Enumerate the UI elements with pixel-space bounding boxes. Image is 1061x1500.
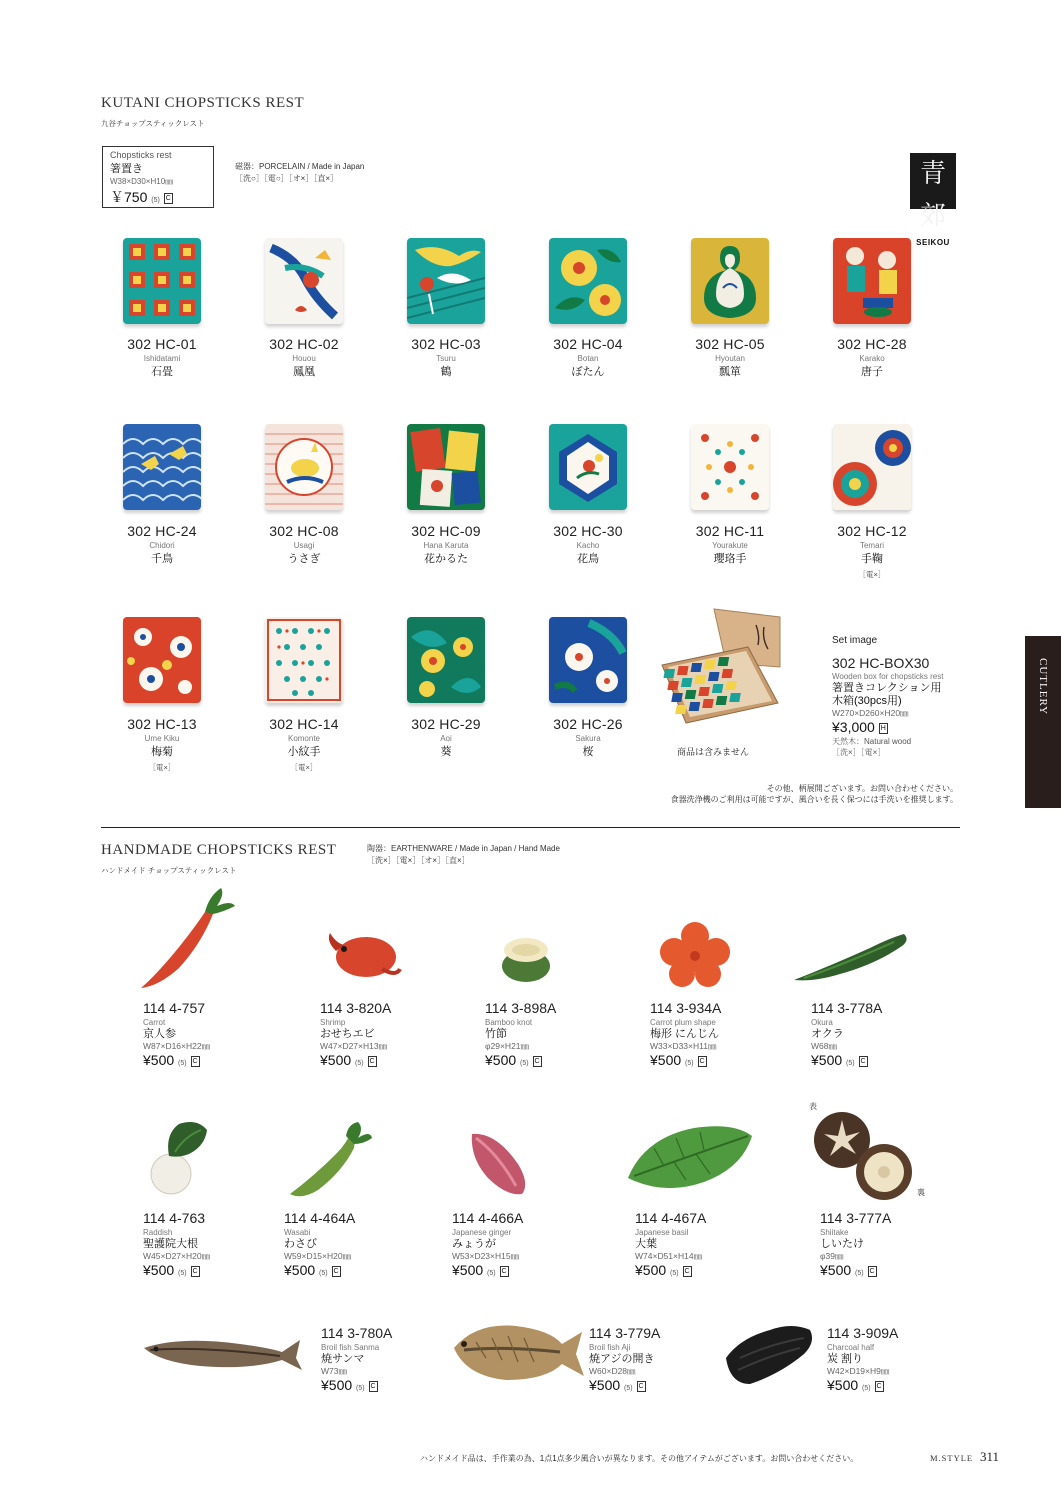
box-set-name-en: Wooden box for chopsticks rest	[832, 672, 944, 681]
product-dims: W74×D51×H14㎜	[635, 1251, 703, 1261]
seikou-logo	[910, 153, 956, 247]
product-card-hc29	[386, 716, 506, 759]
product-name-en: Bamboo knot	[485, 1018, 533, 1027]
product-card-wasabi	[284, 1209, 434, 1282]
kutani-notes	[618, 783, 958, 805]
product-image-hc12	[833, 424, 913, 516]
product-card-hc08	[244, 523, 364, 566]
product-name-en: Wasabi	[284, 1228, 311, 1237]
wasabi-image	[284, 1120, 374, 1200]
product-name-en: Hyoutan	[715, 354, 745, 363]
product-code: 114 4-763	[143, 1210, 206, 1226]
product-price: ¥500	[143, 1052, 175, 1068]
product-name-jp: 大葉	[635, 1238, 657, 1250]
product-name-jp: 焼サンマ	[321, 1353, 365, 1365]
product-card-basil	[635, 1209, 785, 1282]
product-code: 302 HC-14	[269, 716, 339, 732]
product-card-aji	[589, 1324, 739, 1397]
product-name-en: Yourakute	[712, 541, 748, 550]
product-dims: W60×D28㎜	[589, 1366, 636, 1376]
product-name-en: Japanese ginger	[452, 1228, 512, 1237]
product-name-en: Houou	[292, 354, 316, 363]
product-price-line	[811, 1052, 961, 1072]
product-price-line	[485, 1052, 635, 1072]
product-name-jp: 桜	[582, 746, 594, 758]
product-name-jp: 手鞠	[861, 553, 883, 565]
shiitake-front-label: 表	[809, 1102, 817, 1111]
product-image-hc30	[549, 424, 629, 516]
product-card-hc12	[812, 523, 932, 580]
box-set-dims: W270×D260×H20㎜	[832, 708, 909, 718]
box-set-caption: Set image	[832, 635, 878, 646]
price-code: H	[880, 725, 886, 732]
product-name-jp: 聖護院大根	[143, 1238, 198, 1250]
product-price-line	[589, 1377, 739, 1397]
product-image-hc13	[123, 617, 203, 709]
product-card-charcoal	[827, 1324, 977, 1397]
price-code: C	[165, 195, 171, 202]
product-name-jp: 鶴	[440, 366, 452, 378]
product-card-hc26	[528, 716, 648, 759]
pack-count: (5)	[151, 197, 160, 204]
product-code: 302 HC-30	[553, 523, 623, 539]
product-dims: W59×D15×H20㎜	[284, 1251, 352, 1261]
product-name-jp: 唐子	[861, 366, 883, 378]
product-code: 302 HC-04	[553, 336, 623, 352]
product-name-jp: 梅菊	[151, 746, 173, 758]
box-set-care: ［洗×］［電×］	[832, 748, 886, 757]
shiitake-back-label: 裏	[917, 1188, 925, 1197]
product-code: 114 3-820A	[320, 1000, 392, 1016]
pack-count: (5)	[624, 1385, 633, 1392]
pack-count: (5)	[319, 1270, 328, 1277]
product-price: ¥500	[143, 1262, 175, 1278]
product-code: 114 4-464A	[284, 1210, 356, 1226]
box-set-details	[832, 635, 992, 758]
product-code: 114 4-467A	[635, 1210, 707, 1226]
product-name-jp: わさび	[284, 1238, 317, 1250]
product-care-note: ［電×］	[290, 763, 318, 772]
product-card-myoga	[452, 1209, 602, 1282]
product-card-carrot	[143, 999, 293, 1072]
product-image-hc04	[549, 238, 629, 330]
radish-image	[145, 1116, 215, 1196]
box-set-price: ¥3,000	[832, 719, 875, 735]
kutani-section-subtitle: 九谷チョップスティックレスト	[101, 119, 205, 128]
product-dims: W68㎜	[811, 1041, 837, 1051]
product-code: 302 HC-28	[837, 336, 907, 352]
price-code: C	[369, 1058, 375, 1065]
product-name-en: Kacho	[576, 541, 600, 550]
kutani-price-box	[102, 146, 214, 208]
product-price: ¥500	[284, 1262, 316, 1278]
kutani-note-dishwasher: 食器洗浄機のご利用は可能ですが、風合いを長く保つには手洗いを推奨します。	[670, 795, 958, 804]
product-image-hc08	[265, 424, 345, 516]
product-card-hc28	[812, 336, 932, 379]
product-price-line	[650, 1052, 800, 1072]
handmade-section-title: HANDMADE CHOPSTICKS REST	[101, 842, 337, 858]
product-card-okura	[811, 999, 961, 1072]
pack-count: (5)	[356, 1385, 365, 1392]
box-set-name-jp1: 箸置きコレクション用	[832, 682, 942, 694]
product-code: 114 3-778A	[811, 1000, 883, 1016]
product-name-en: Usagi	[293, 541, 315, 550]
product-card-hc14	[244, 716, 364, 773]
kutani-note-patterns: その他、柄展開ございます。お問い合わせください。	[766, 784, 958, 793]
product-code: 114 4-466A	[452, 1210, 524, 1226]
pack-count: (5)	[355, 1060, 364, 1067]
product-image-hc11	[691, 424, 771, 516]
product-code: 302 HC-12	[837, 523, 907, 539]
product-name-en: Shrimp	[320, 1018, 346, 1027]
product-card-hc30	[528, 523, 648, 566]
product-code: 302 HC-02	[269, 336, 339, 352]
product-name-jp: 瓔珞手	[713, 553, 747, 565]
product-code: 302 HC-01	[127, 336, 197, 352]
product-price: ¥500	[589, 1377, 621, 1393]
handmade-material: 陶器：EARTHENWARE / Made in Japan / Hand Made	[367, 844, 560, 853]
product-name-en: Okura	[811, 1018, 833, 1027]
pack-count: (5)	[178, 1060, 187, 1067]
product-code: 302 HC-24	[127, 523, 197, 539]
product-name-en: Ishidatami	[143, 354, 181, 363]
product-card-hc09	[386, 523, 506, 566]
product-price: ¥500	[827, 1377, 859, 1393]
product-name-en: Raddish	[143, 1228, 173, 1237]
product-code: 302 HC-13	[127, 716, 197, 732]
product-code: 114 3-779A	[589, 1325, 661, 1341]
price-code: C	[869, 1268, 875, 1275]
product-price: ¥500	[321, 1377, 353, 1393]
kutani-care: ［洗○］［電○］［オ×］［直×］	[235, 174, 339, 183]
product-image-hc05	[691, 238, 771, 330]
product-price-line	[635, 1262, 785, 1282]
product-name-jp: 梅形 にんじん	[650, 1028, 720, 1040]
product-name-en: Ume Kiku	[144, 734, 180, 743]
cutlery-side-tab	[1025, 636, 1061, 808]
price-value: ￥750	[110, 189, 148, 205]
box-not-included-note: 商品は含みません	[677, 747, 750, 757]
product-image-hc29	[407, 617, 487, 709]
product-price-line	[820, 1262, 970, 1282]
product-card-hc04	[528, 336, 648, 379]
product-name-en: Chidori	[149, 541, 175, 550]
handmade-care: ［洗×］［電×］［オ×］［直×］	[367, 856, 470, 865]
product-code: 302 HC-08	[269, 523, 339, 539]
product-price-line	[321, 1377, 471, 1397]
product-price-line	[827, 1377, 977, 1397]
product-card-hc13	[102, 716, 222, 773]
pack-count: (5)	[862, 1385, 871, 1392]
product-card-shrimp	[320, 999, 470, 1072]
handmade-spec	[367, 843, 560, 867]
product-dims: W45×D27×H20㎜	[143, 1251, 211, 1261]
product-care-note: ［電×］	[148, 763, 176, 772]
product-image-hc28	[833, 238, 913, 330]
pack-count: (5)	[670, 1270, 679, 1277]
product-dims: φ29×H21㎜	[485, 1041, 530, 1051]
product-name-en: Shiitake	[820, 1228, 849, 1237]
product-name-jp: うさぎ	[287, 553, 321, 565]
side-tab-label: CUTLERY	[1037, 658, 1049, 716]
kutani-material: 磁器：PORCELAIN / Made in Japan	[235, 162, 365, 171]
product-name-jp: 花かるた	[424, 553, 468, 565]
product-code: 302 HC-26	[553, 716, 623, 732]
section-divider	[101, 827, 960, 828]
product-card-hc05	[670, 336, 790, 379]
product-dims: W42×D19×H9㎜	[827, 1366, 890, 1376]
product-name-en: Komonte	[287, 734, 321, 743]
product-price-line	[143, 1262, 293, 1282]
product-code: 114 3-777A	[820, 1210, 892, 1226]
price-code: C	[860, 1058, 866, 1065]
product-name-en: Broil fish Sanma	[321, 1343, 380, 1352]
product-name-jp: 竹節	[485, 1028, 507, 1040]
product-price: ¥500	[485, 1052, 517, 1068]
product-card-hc03	[386, 336, 506, 379]
price-code: C	[192, 1058, 198, 1065]
shiitake-image	[806, 1110, 916, 1202]
product-name-jp: 小紋手	[287, 746, 321, 758]
product-care-note: ［電×］	[858, 570, 886, 579]
product-name-jp: 花鳥	[577, 553, 599, 565]
product-image-hc01	[123, 238, 203, 330]
pack-count: (5)	[487, 1270, 496, 1277]
product-name-jp: 瓢箪	[719, 366, 741, 378]
product-dims: W73㎜	[321, 1366, 347, 1376]
price-code: C	[501, 1268, 507, 1275]
product-name-jp: ぼたん	[571, 366, 605, 378]
product-image-hc26	[549, 617, 629, 709]
product-card-shiitake	[820, 1209, 970, 1282]
product-price-line	[143, 1052, 293, 1072]
product-name-en: Sakura	[575, 734, 601, 743]
product-dims: W33×D33×H11㎜	[650, 1041, 717, 1051]
price-code: C	[638, 1383, 644, 1390]
product-dims: φ39㎜	[820, 1251, 844, 1261]
product-code: 302 HC-29	[411, 716, 481, 732]
pack-count: (5)	[520, 1060, 529, 1067]
price-code: C	[534, 1058, 540, 1065]
product-card-sanma	[321, 1324, 471, 1397]
product-name-jp: オクラ	[811, 1028, 844, 1040]
product-price: ¥500	[320, 1052, 352, 1068]
product-name-jp: みょうが	[452, 1238, 496, 1250]
product-image-hc14	[265, 617, 345, 709]
pack-count: (5)	[846, 1060, 855, 1067]
product-price-line	[452, 1262, 602, 1282]
product-name-jp: 千鳥	[151, 553, 173, 565]
price-code: C	[192, 1268, 198, 1275]
product-name-en: Botan	[577, 354, 599, 363]
price-box-price	[110, 187, 206, 207]
sanma-image	[140, 1330, 304, 1376]
product-image-hc02	[265, 238, 345, 330]
product-code: 302 HC-09	[411, 523, 481, 539]
product-card-bamboo-knot	[485, 999, 635, 1072]
product-name-jp: おせちエビ	[320, 1028, 375, 1040]
product-card-hc11	[670, 523, 790, 566]
product-name-jp: 石畳	[151, 366, 173, 378]
product-dims: W47×D27×H13㎜	[320, 1041, 388, 1051]
shrimp-image	[322, 925, 402, 985]
product-code: 302 HC-05	[695, 336, 765, 352]
product-price: ¥500	[635, 1262, 667, 1278]
price-code: C	[699, 1058, 705, 1065]
product-card-hc24	[102, 523, 222, 566]
product-price: ¥500	[811, 1052, 843, 1068]
box-set-price-line	[832, 719, 992, 736]
pack-count: (5)	[685, 1060, 694, 1067]
price-box-label-en: Chopsticks rest	[110, 150, 172, 160]
pack-count: (5)	[855, 1270, 864, 1277]
okra-image	[790, 930, 912, 986]
carrot-image	[135, 886, 245, 996]
product-name-en: Japanese basil	[635, 1228, 689, 1237]
footer-note: ハンドメイド品は、手作業の為、1点1点多少風合いが異なります。その他アイテムがございます。お問い合わせください。	[420, 1454, 859, 1463]
price-code: C	[876, 1383, 882, 1390]
box-set-name-jp2: 木箱(30pcs用)	[832, 695, 902, 707]
kutani-spec	[235, 161, 364, 185]
basil-leaf-image	[624, 1118, 756, 1198]
product-name-en: Broil fish Aji	[589, 1343, 631, 1352]
product-name-jp: 京人参	[143, 1028, 176, 1040]
product-card-hc02	[244, 336, 364, 379]
product-price: ¥500	[820, 1262, 852, 1278]
box-set-material: 天然木：Natural wood	[832, 737, 912, 746]
product-image-hc09	[407, 424, 487, 516]
product-image-hc03	[407, 238, 487, 330]
product-card-radish	[143, 1209, 293, 1282]
price-code: C	[370, 1383, 376, 1390]
product-card-hc01	[102, 336, 222, 379]
product-name-en: Carrot	[143, 1018, 166, 1027]
product-code: 114 4-757	[143, 1000, 206, 1016]
product-name-en: Temari	[859, 541, 884, 550]
product-dims: W53×D23×H15㎜	[452, 1251, 520, 1261]
product-price: ¥500	[650, 1052, 682, 1068]
product-code: 302 HC-03	[411, 336, 481, 352]
seikou-logo-word: SEIKOU	[911, 237, 955, 249]
footer-brand: M.STYLE	[930, 1453, 974, 1463]
price-box-label-jp: 箸置き	[110, 163, 143, 175]
product-name-en: Aoi	[440, 734, 452, 743]
product-name-jp: 鳳凰	[293, 366, 315, 378]
product-name-en: Carrot plum shape	[650, 1018, 716, 1027]
product-name-en: Charcoal half	[827, 1343, 875, 1352]
product-name-en: Karako	[859, 354, 885, 363]
page-number: 311	[980, 1449, 1000, 1464]
kutani-section-title: KUTANI CHOPSTICKS REST	[101, 95, 305, 111]
product-name-jp: 焼アジの開き	[589, 1353, 655, 1365]
price-code: C	[333, 1268, 339, 1275]
bamboo-knot-image	[496, 930, 556, 986]
product-price-line	[320, 1052, 470, 1072]
product-name-jp: 葵	[440, 746, 452, 758]
product-card-plum-carrot	[650, 999, 800, 1072]
product-code: 114 3-780A	[321, 1325, 393, 1341]
wooden-box-set-image	[656, 607, 776, 717]
product-code: 114 3-909A	[827, 1325, 899, 1341]
product-image-hc24	[123, 424, 203, 516]
price-box-dims: W38×D30×H10㎜	[110, 177, 174, 186]
product-code: 114 3-934A	[650, 1000, 722, 1016]
price-code: C	[684, 1268, 690, 1275]
pack-count: (5)	[178, 1270, 187, 1277]
product-price: ¥500	[452, 1262, 484, 1278]
box-set-code: 302 HC-BOX30	[832, 655, 930, 671]
myoga-image	[462, 1124, 538, 1198]
product-name-en: Tsuru	[436, 354, 456, 363]
handmade-section-subtitle: ハンドメイド チョップスティックレスト	[101, 866, 237, 875]
product-name-en: Hana Karuta	[423, 541, 469, 550]
seikou-logo-glyph: 青郊	[919, 159, 946, 231]
product-code: 114 3-898A	[485, 1000, 557, 1016]
product-price-line	[284, 1262, 434, 1282]
product-name-jp: 炭 割り	[827, 1353, 864, 1365]
product-code: 302 HC-11	[695, 523, 765, 539]
plum-carrot-image	[660, 922, 730, 988]
product-dims: W87×D16×H22㎜	[143, 1041, 211, 1051]
product-name-jp: しいたけ	[820, 1238, 864, 1250]
